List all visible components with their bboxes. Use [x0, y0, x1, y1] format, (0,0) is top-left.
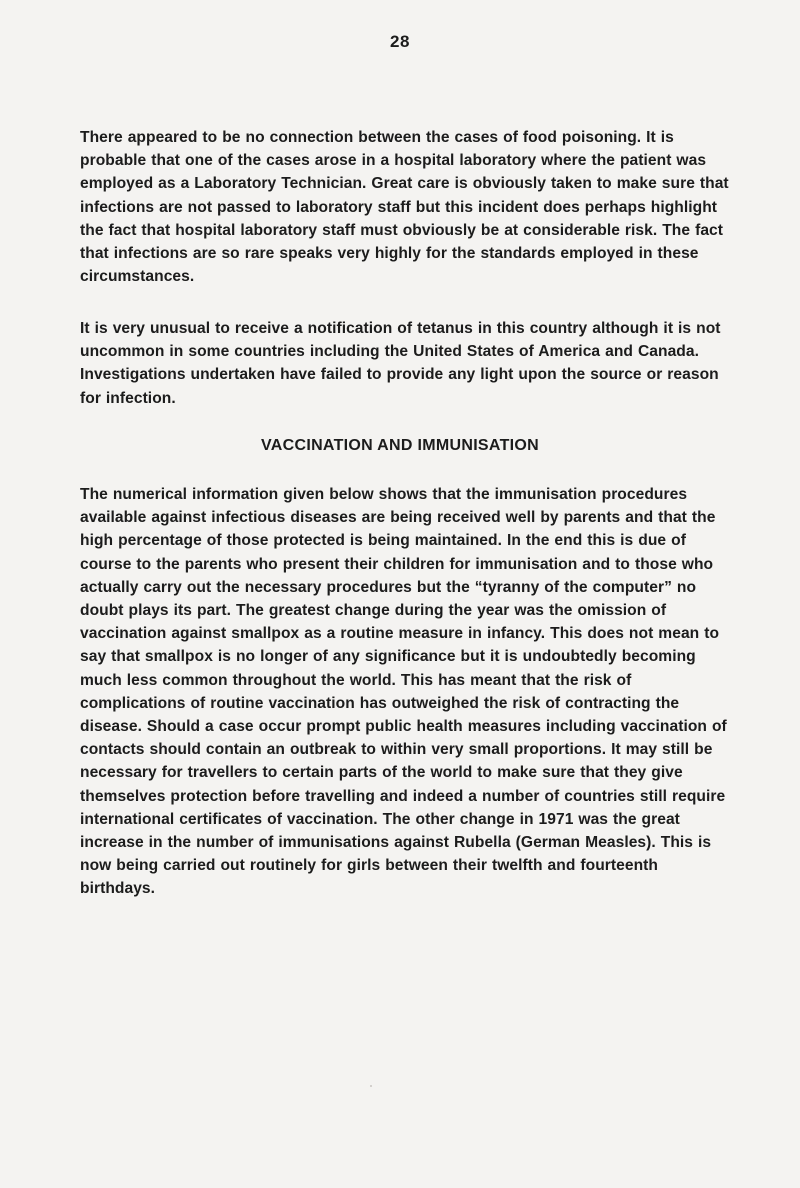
- section-heading-vaccination: VACCINATION AND IMMUNISATION: [260, 437, 539, 454]
- paper-speck: [370, 1085, 372, 1087]
- paragraph-food-poisoning: There appeared to be no connection between the cases of food poisoning. It is probable that one of the cases arose in a hospital laboratory where the patient was employed as a Laboratory Technician. Great care is obviously taken to make sure that infections are not passed to laboratory staff but this incident does perhaps highlight the fact that hospital laboratory staff must obviously be at considerable risk. The fact that infections are so rare speaks very highly for the standards employed in these circumstances.: [80, 129, 729, 286]
- page-number: 28: [390, 32, 410, 51]
- paragraph-tetanus: It is very unusual to receive a notification of tetanus in this country although it is not uncommon in some countries including the United States of America and Canada. Investigations undertaken have failed to provide any light upon the source or reason for infection.: [80, 320, 721, 407]
- paragraph-vaccination: The numerical information given below shows that the immunisation procedures available against infectious diseases are being received well by parents and that the high percentage of those protected is being maintained. In the end this is due of course to the parents who present their children for immunisation and to those who actually carry out the necessary procedures but the “tyranny of the computer” no doubt plays its part. The greatest change during the year was the omission of vaccination against smallpox as a routine measure in infancy. This does not mean to say that smallpox is no longer of any significance but it is undoubtedly becoming much less common throughout the world. This has meant that the risk of complications of routine vaccination has outweighed the risk of contracting the disease. Should a case occur prompt public health measures including vaccination of contacts should contain an outbreak to within very small proportions. It may still be necessary for travellers to certain parts of the world to make sure that they give themselves protection before travelling and indeed a number of countries still require international certificates of vaccination. The other change in 1971 was the great increase in the number of immunisations against Rubella (German Measles). This is now being carried out routinely for girls between their twelfth and fourteenth birthdays.: [80, 486, 727, 898]
